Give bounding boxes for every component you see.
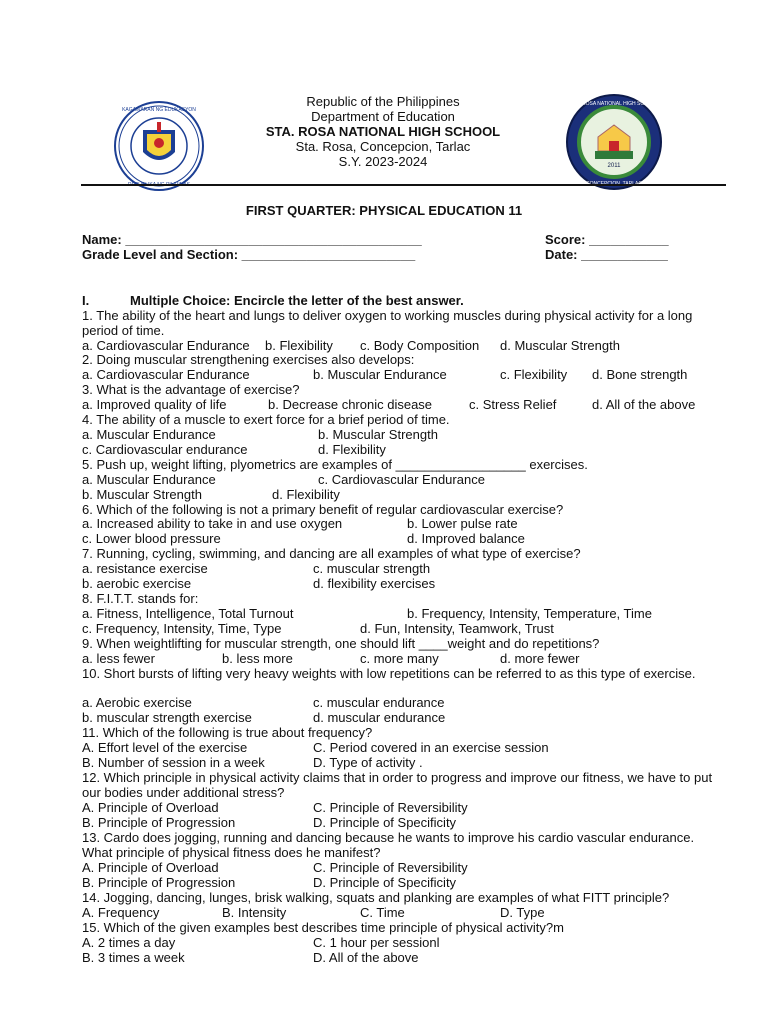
question-10-options-row2 (82, 710, 732, 725)
section-instruction: Multiple Choice: Encircle the letter of the best answer. (130, 293, 464, 308)
date-field[interactable]: Date: ____________ (545, 247, 668, 262)
question-3-options (82, 397, 732, 412)
option[interactable]: c. muscular strength (313, 561, 431, 576)
question-8-options-row1 (82, 606, 732, 621)
question-4: 4. The ability of a muscle to exert force for a brief period of time. (82, 412, 450, 427)
question-2: 2. Doing muscular strengthening exercises also develops: (82, 352, 415, 367)
question-10-options-row1 (82, 695, 732, 710)
option[interactable]: d. Flexibility (272, 487, 340, 502)
option[interactable]: D. Principle of Specificity (313, 875, 457, 890)
question-10: 10. Short bursts of lifting very heavy weights with low repetitions can be referred to as this type of exercise. (82, 666, 696, 681)
option[interactable]: b. aerobic exercise (82, 576, 192, 591)
option[interactable]: D. All of the above (313, 950, 419, 965)
svg-text:CONCEPCION, TARLAC: CONCEPCION, TARLAC (586, 181, 642, 187)
question-9: 9. When weightlifting for muscular strength, one should lift ____weight and do repetitions? (82, 636, 600, 651)
option[interactable]: c. Frequency, Intensity, Time, Type (82, 621, 282, 636)
question-4-options-row1 (82, 427, 732, 442)
option[interactable]: B. Principle of Progression (82, 815, 236, 830)
option[interactable]: c. Cardiovascular endurance (82, 442, 248, 457)
option[interactable]: d. Bone strength (592, 367, 688, 382)
option[interactable]: c. Stress Relief (469, 397, 557, 412)
question-2-options (82, 367, 732, 382)
option[interactable]: D. Type of activity . (313, 755, 423, 770)
header-divider (81, 184, 726, 186)
option[interactable]: a. Cardiovascular Endurance (82, 367, 250, 382)
section-number: I. (82, 293, 90, 308)
question-15: 15. Which of the given examples best describes time principle of physical activity?m (82, 920, 564, 935)
option[interactable]: D. Type (500, 905, 545, 920)
option[interactable]: A. Principle of Overload (82, 860, 219, 875)
option[interactable]: a. Increased ability to take in and use oxygen (82, 516, 343, 531)
question-11: 11. Which of the following is true about frequency? (82, 725, 373, 740)
option[interactable]: B. Intensity (222, 905, 287, 920)
question-7-options-row1 (82, 561, 732, 576)
svg-text:KAGAWARAN NG EDUKASYON: KAGAWARAN NG EDUKASYON (122, 107, 196, 113)
question-12-options-row1 (82, 800, 732, 815)
question-15-options-row1 (82, 935, 732, 950)
option[interactable]: d. muscular endurance (313, 710, 446, 725)
question-11-options-row1 (82, 740, 732, 755)
option[interactable]: C. Principle of Reversibility (313, 800, 468, 815)
score-field[interactable]: Score: ___________ (545, 232, 669, 247)
option[interactable]: a. Muscular Endurance (82, 427, 216, 442)
svg-text:STA. ROSA NATIONAL HIGH SCHOOL: STA. ROSA NATIONAL HIGH SCHOOL (569, 101, 659, 107)
question-14-options (82, 905, 732, 920)
question-6-options-row2 (82, 531, 732, 546)
question-6: 6. Which of the following is not a primary benefit of regular cardiovascular exercise? (82, 502, 564, 517)
question-11-options-row2 (82, 755, 732, 770)
option[interactable]: c. Flexibility (500, 367, 568, 382)
option[interactable]: C. 1 hour per sessionl (313, 935, 440, 950)
question-5-options-row1 (82, 472, 732, 487)
option[interactable]: a. Improved quality of life (82, 397, 227, 412)
school-seal-logo (565, 93, 663, 191)
question-7-options-row2 (82, 576, 732, 591)
section-heading (82, 293, 464, 308)
option[interactable]: a. Muscular Endurance (82, 472, 216, 487)
header-republic: Republic of the Philippines (306, 94, 460, 109)
option[interactable]: a. Aerobic exercise (82, 695, 192, 710)
option[interactable]: C. Period covered in an exercise session (313, 740, 549, 755)
option[interactable]: A. Effort level of the exercise (82, 740, 248, 755)
header-school-name: STA. ROSA NATIONAL HIGH SCHOOL (265, 124, 501, 139)
question-1-options (82, 338, 732, 353)
question-1: 1. The ability of the heart and lungs to deliver oxygen to working muscles during physical activity for a long period of time. (82, 308, 693, 338)
question-8: 8. F.I.T.T. stands for: (82, 591, 199, 606)
option[interactable]: d. Improved balance (407, 531, 525, 546)
question-5-options-row2 (82, 487, 732, 502)
option[interactable]: b. Flexibility (265, 338, 333, 353)
option[interactable]: a. Cardiovascular Endurance (82, 338, 250, 353)
question-14: 14. Jogging, dancing, lunges, brisk walking, squats and planking are examples of what FITT principle? (82, 890, 670, 905)
option[interactable]: b. Muscular Endurance (313, 367, 447, 382)
svg-text:2011: 2011 (607, 163, 621, 169)
name-field[interactable]: Name: _________________________________________ (82, 232, 422, 247)
question-3: 3. What is the advantage of exercise? (82, 382, 300, 397)
question-12-options-row2 (82, 815, 732, 830)
question-12: 12. Which principle in physical activity claims that in order to progress and improve our fitness, we have to put our bodies under additional stress? (82, 770, 713, 800)
question-13: 13. Cardo does jogging, running and dancing because he wants to improve his cardio vascular endurance. What principle of physical fitness does he manifest? (82, 830, 695, 860)
option[interactable]: a. resistance exercise (82, 561, 208, 576)
question-8-options-row2 (82, 621, 732, 636)
option[interactable]: B. 3 times a week (82, 950, 185, 965)
header-department: Department of Education (311, 109, 455, 124)
option[interactable]: b. Muscular Strength (82, 487, 202, 502)
option[interactable]: b. Frequency, Intensity, Temperature, Time (407, 606, 652, 621)
option[interactable]: D. Principle of Specificity (313, 815, 457, 830)
option[interactable]: b. Decrease chronic disease (268, 397, 433, 412)
option[interactable]: d. flexibility exercises (313, 576, 436, 591)
option[interactable]: B. Number of session in a week (82, 755, 265, 770)
option[interactable]: c. Body Composition (360, 338, 480, 353)
option[interactable]: C. Time (360, 905, 405, 920)
option[interactable]: B. Principle of Progression (82, 875, 236, 890)
question-6-options-row1 (82, 516, 732, 531)
question-7: 7. Running, cycling, swimming, and dancing are all examples of what type of exercise? (82, 546, 581, 561)
question-4-options-row2 (82, 442, 732, 457)
option[interactable]: d. Flexibility (318, 442, 386, 457)
svg-text:REPUBLIKA NG PILIPINAS: REPUBLIKA NG PILIPINAS (128, 182, 190, 188)
option[interactable]: a. less fewer (82, 651, 155, 666)
option[interactable]: c. Lower blood pressure (82, 531, 221, 546)
option[interactable]: A. Principle of Overload (82, 800, 219, 815)
option[interactable]: d. Fun, Intensity, Teamwork, Trust (360, 621, 554, 636)
document-header (230, 94, 536, 169)
question-13-options-row2 (82, 875, 732, 890)
option[interactable]: c. Cardiovascular Endurance (318, 472, 485, 487)
option[interactable]: b. muscular strength exercise (82, 710, 252, 725)
option[interactable]: C. Principle of Reversibility (313, 860, 468, 875)
option[interactable]: c. muscular endurance (313, 695, 445, 710)
question-9-options (82, 651, 732, 666)
option[interactable]: A. Frequency (82, 905, 160, 920)
grade-section-field[interactable]: Grade Level and Section: ________________________ (82, 247, 416, 262)
question-15-options-row2 (82, 950, 732, 965)
option[interactable]: c. more many (360, 651, 439, 666)
header-address: Sta. Rosa, Concepcion, Tarlac (295, 139, 471, 154)
question-13-options-row1 (82, 860, 732, 875)
option[interactable]: d. more fewer (500, 651, 580, 666)
option[interactable]: d. Muscular Strength (500, 338, 620, 353)
option[interactable]: d. All of the above (592, 397, 696, 412)
header-school-year: S.Y. 2023-2024 (338, 154, 428, 169)
option[interactable]: b. Muscular Strength (318, 427, 438, 442)
option[interactable]: b. Lower pulse rate (407, 516, 518, 531)
question-5: 5. Push up, weight lifting, plyometrics are examples of __________________ exercises. (82, 457, 588, 472)
page-title: FIRST QUARTER: PHYSICAL EDUCATION 11 (245, 203, 523, 218)
deped-seal-logo (113, 100, 205, 192)
option[interactable]: b. less more (222, 651, 293, 666)
option[interactable]: a. Fitness, Intelligence, Total Turnout (82, 606, 294, 621)
option[interactable]: A. 2 times a day (82, 935, 176, 950)
